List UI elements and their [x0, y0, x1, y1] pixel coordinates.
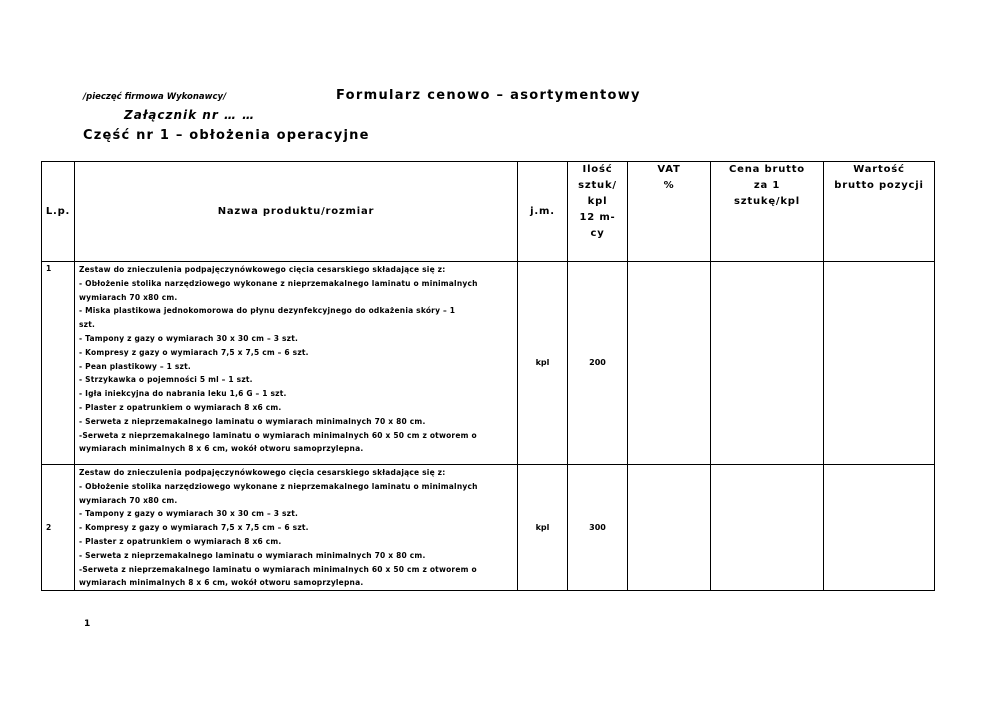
- header-price-line: Cena brutto: [729, 164, 805, 175]
- header-unit: j.m.: [518, 162, 568, 262]
- row-vat-cell[interactable]: [628, 465, 711, 591]
- row-total-value-cell[interactable]: [824, 465, 935, 591]
- description-line: - Serweta z nieprzemakalnego laminatu o wymiarach minimalnych 70 x 80 cm.: [79, 416, 426, 426]
- row-total-value-cell[interactable]: [824, 262, 935, 465]
- description-line: - Obłożenie stolika narzędziowego wykonane z nieprzemakalnego laminatu o minimalnych: [79, 481, 478, 491]
- row-lp: 1: [42, 262, 75, 465]
- company-stamp-label: /pieczęć firmowa Wykonawcy/: [83, 92, 227, 102]
- annex-number: Załącznik nr … …: [124, 108, 256, 122]
- part-title: Część nr 1 – obłożenia operacyjne: [83, 128, 370, 143]
- description-line: - Miska plastikowa jednokomorowa do płynu dezynfekcyjnego do odkażenia skóry – 1: [79, 306, 456, 316]
- description-line: wymiarach 70 x80 cm.: [79, 495, 178, 505]
- header-vat: [628, 162, 711, 262]
- table-row: [42, 465, 935, 591]
- description-line: szt.: [79, 320, 96, 330]
- header-quantity-line: kpl: [587, 196, 608, 207]
- row-unit-price-cell[interactable]: [711, 262, 824, 465]
- description-line: -Serweta z nieprzemakalnego laminatu o wymiarach minimalnych 60 x 50 cm z otworem o: [79, 430, 477, 440]
- row-vat-cell[interactable]: [628, 262, 711, 465]
- header-quantity: [568, 162, 628, 262]
- header-unit-price: [711, 162, 824, 262]
- description-line: - Serweta z nieprzemakalnego laminatu o wymiarach minimalnych 70 x 80 cm.: [79, 550, 426, 560]
- row-quantity: 200: [568, 262, 628, 465]
- description-line: wymiarach minimalnych 8 x 6 cm, wokół otworu samoprzylepna.: [79, 444, 364, 454]
- header-vat-line: %: [663, 180, 675, 191]
- form-title: Formularz cenowo – asortymentowy: [336, 88, 641, 103]
- description-line: Zestaw do znieczulenia podpajęczynówkowego cięcia cesarskiego składające się z:: [79, 468, 446, 477]
- description-line: - Igła iniekcyjna do nabrania leku 1,6 G – 1 szt.: [79, 389, 287, 399]
- header-lp: L.p.: [42, 162, 75, 262]
- header-quantity-line: sztuk/: [578, 180, 617, 191]
- header-price-line: za 1: [753, 180, 781, 191]
- page-number: 1: [84, 619, 91, 629]
- description-line: Zestaw do znieczulenia podpajęczynówkowego cięcia cesarskiego składające się z:: [79, 265, 446, 274]
- row-description: [75, 262, 518, 465]
- header-vat-line: VAT: [657, 164, 681, 175]
- price-table: [41, 161, 935, 591]
- description-line: -Serweta z nieprzemakalnego laminatu o wymiarach minimalnych 60 x 50 cm z otworem o: [79, 564, 477, 574]
- description-line: - Kompresy z gazy o wymiarach 7,5 x 7,5 cm – 6 szt.: [79, 523, 309, 533]
- header-price-line: sztukę/kpl: [734, 196, 800, 207]
- row-description: [75, 465, 518, 591]
- description-line: - Tampony z gazy o wymiarach 30 x 30 cm – 3 szt.: [79, 333, 299, 343]
- description-line: - Plaster z opatrunkiem o wymiarach 8 x6 cm.: [79, 536, 282, 546]
- header-total-value: [824, 162, 935, 262]
- row-unit-price-cell[interactable]: [711, 465, 824, 591]
- row-unit: kpl: [518, 465, 568, 591]
- row-lp: 2: [42, 465, 75, 591]
- header-value-line: Wartość: [853, 164, 905, 175]
- table-row: [42, 262, 935, 465]
- description-line: wymiarach 70 x80 cm.: [79, 292, 178, 302]
- row-unit: kpl: [518, 262, 568, 465]
- description-line: - Kompresy z gazy o wymiarach 7,5 x 7,5 cm – 6 szt.: [79, 347, 309, 357]
- description-line: - Strzykawka o pojemności 5 ml – 1 szt.: [79, 375, 253, 385]
- header-quantity-line: cy: [590, 228, 605, 239]
- description-line: - Pean plastikowy – 1 szt.: [79, 361, 191, 371]
- header-quantity-line: Ilość: [582, 164, 613, 175]
- description-line: - Tampony z gazy o wymiarach 30 x 30 cm – 3 szt.: [79, 509, 299, 519]
- header-product-name: Nazwa produktu/rozmiar: [75, 162, 518, 262]
- row-quantity: 300: [568, 465, 628, 591]
- description-line: - Plaster z opatrunkiem o wymiarach 8 x6 cm.: [79, 402, 282, 412]
- description-line: wymiarach minimalnych 8 x 6 cm, wokół otworu samoprzylepna.: [79, 578, 364, 588]
- header-quantity-line: 12 m-: [579, 212, 616, 223]
- header-value-line: brutto pozycji: [834, 180, 924, 191]
- description-line: - Obłożenie stolika narzędziowego wykonane z nieprzemakalnego laminatu o minimalnych: [79, 278, 478, 288]
